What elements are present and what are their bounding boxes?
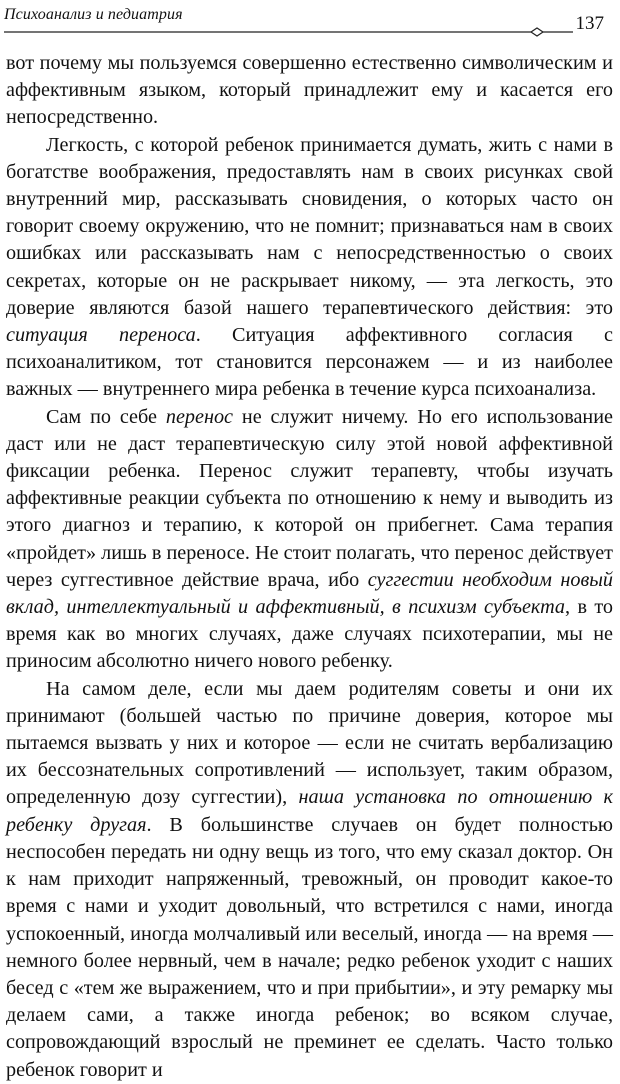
text-run: На самом деле, если мы даем родителям советы и они их принимают (большей частью по причине доверия, которое мы пытаемся вызвать у них и которое — если не считать вербализацию их бессознательных сопротивлений — использует, таким образом, определенную дозу суггестии), <box>6 677 613 809</box>
italic-text: наша установка по отношению к ребенку другая <box>6 786 613 836</box>
page-number: 137 <box>575 13 604 34</box>
text-run: . Ситуация аффективного согласия с психоаналитиком, тот становится персонажем — и из наиболее важных — внутреннего мира ребенка в течение курса психоанализа. <box>6 324 613 401</box>
paragraph <box>6 50 613 132</box>
italic-text: ситуация переноса <box>6 324 196 347</box>
text-run: вот почему мы пользуемся совершенно естественно символическим и аффективным языком, который принадлежит ему и касается его непосредственно. <box>6 52 613 129</box>
header-rule-ornament <box>4 24 579 40</box>
text-run: . В большинстве случаев он будет полностью неспособен передать ни одну вещь из того, что ему сказал доктор. Он к нам приходит напряженный, тревожный, он проводит какое-то время с нами и уходит довольный, что встретился с нами, иногда успокоенный, иногда молчаливый или веселый, иногда — на время — немного более нервный, чем в начале; редко ребенок уходит с наших бесед с «тем же выражением, что и при прибытии», и эту ремарку мы делаем сами, а также иногда ребенок; во всяком случае, сопровождающий взрослый не преминет ее сделать. Часто только ребенок говорит и <box>6 813 613 1081</box>
text-run: не служит ничему. Но его использование даст или не даст терапевтическую силу этой новой аффективной фиксации ребенка. Перенос служит терапевту, чтобы изучать аффективные реакции субъекта по отношению к нему и выводить из этого диагноз и терапию, к которой он прибегнет. Сама терапия «пройдет» лишь в переносе. Не стоит полагать, что перенос действует через суггестивное действие врача, ибо <box>6 405 613 591</box>
page-header <box>4 6 606 36</box>
text-run: , в то время как во многих случаях, даже случаях психотерапии, мы не приносим абсолютно ничего нового ребенку. <box>6 596 613 673</box>
italic-text: суггестии необходим новый вклад, интеллектуальный и аффективный, в психизм субъекта <box>6 568 614 619</box>
paragraph <box>6 132 613 404</box>
paragraph <box>6 404 613 676</box>
paragraph <box>6 676 613 1084</box>
running-title: Психоанализ и педиатрия <box>4 6 183 23</box>
italic-text: перенос <box>165 405 234 428</box>
text-run: Легкость, с которой ребенок принимается думать, жить с нами в богатстве воображения, предоставлять нам в своих рисунках свой внутренний мир, рассказывать сновидения, о которых часто он говорит своему окружению, что не помнит; признаваться нам в своих ошибках или рассказывать нам с непосредственностью о своих секретах, которые он не раскрывает никому, — эта легкость, это доверие являются базой нашего терапевтического действия: это <box>6 133 613 319</box>
text-run: Сам по себе <box>46 405 166 428</box>
body-text <box>6 50 613 1084</box>
